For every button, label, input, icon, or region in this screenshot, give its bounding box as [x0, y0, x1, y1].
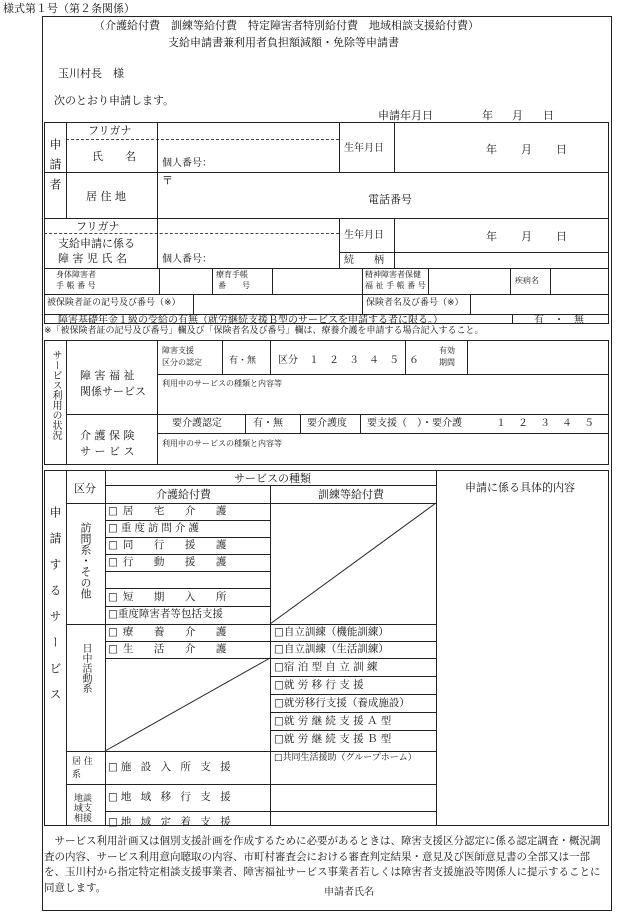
usage-section-label: サービス利用の状況	[50, 350, 61, 440]
form-number: 様式第１号（第２条関係）	[3, 2, 135, 15]
consent-text: サービス利用計画又は個別支援計画を作成するために必要があるときは、障害支援区分認定に係る認定調査・概況調査の内容、サービス利用意向聴取の内容、市町村審査会における審査判定結果・意見及び医師意見書の全部又は一部を、玉川村から指定特定相談支援事業者、障害福祉サービス事業者若しくは障害者支援施設等関係人に提示することに同意します。	[44, 835, 601, 894]
care-item-facility[interactable]: □施 設 入 所 支 援	[108, 761, 234, 773]
valid-period-label-1: 有効	[439, 346, 455, 355]
care-level-1: １	[496, 418, 506, 429]
consult-category-1: 地談	[74, 794, 93, 804]
child-birth-year: 年	[486, 230, 497, 243]
insurance-card-label: 被保険者証の記号及び番号（※）	[47, 298, 181, 308]
area-level-2: ２	[329, 355, 339, 366]
applicant-address-label: 居 住 地	[86, 190, 126, 203]
application-date-label: 申請年月日	[378, 109, 433, 122]
area-level-3: ３	[349, 355, 359, 366]
service-types-header: サービスの種類	[234, 472, 311, 485]
care-benefit-header: 介護給付費	[156, 488, 211, 501]
training-item-function[interactable]: □自立訓練（機能訓練）	[274, 626, 389, 638]
care-label-2: サ ー ビ ス	[80, 445, 135, 458]
child-birth-label: 生年月日	[344, 230, 384, 241]
physical-cert-label-2: 手 帳 番 号	[56, 281, 96, 290]
consult-category-2: 域支	[74, 804, 93, 814]
care-degree-label: 要介護度	[307, 418, 347, 429]
physical-cert-label-1: 身体障害者	[56, 270, 96, 279]
application-date-year: 年	[482, 109, 493, 122]
care-level-3: ３	[540, 418, 550, 429]
services-section-label: 申請するサービス	[48, 506, 62, 714]
application-date-month: 月	[512, 109, 523, 122]
area-label-1: 障害支援	[162, 346, 194, 355]
addressee: 玉川村長 様	[58, 67, 124, 80]
applicant-birth-day: 日	[556, 143, 567, 156]
area-level-1: １	[309, 355, 319, 366]
training-item-work-a[interactable]: □就 労 継 続 支 援 Ａ 型	[274, 715, 392, 727]
mental-cert-label-1: 精神障害者保健	[365, 270, 421, 279]
care-item-short-stay[interactable]: □短 期 入 所	[108, 591, 232, 603]
training-item-work-transition[interactable]: □就 労 移 行 支 援	[274, 679, 364, 691]
care-level-2: ２	[518, 418, 528, 429]
care-item-severe-visit[interactable]: □重度訪問介護	[108, 522, 202, 534]
residence-category-2: 系	[72, 770, 82, 780]
child-personal-no-label: 個人番号：	[162, 254, 212, 265]
applicant-furigana-label: フリガナ	[88, 124, 132, 137]
child-name-label-1: 支給申請に係る	[58, 237, 135, 250]
area-label: 区分	[278, 355, 298, 366]
area-label-2: 区分の認定	[162, 358, 202, 367]
detail-header: 申請に係る具体的内容	[465, 481, 575, 494]
area-yes-no: 有・無	[229, 356, 257, 366]
care-item-home-care[interactable]: □居 宅 介 護	[108, 505, 232, 517]
care-item-comprehensive[interactable]: □重度障害者等包括支援	[108, 608, 223, 620]
residence-category-1: 居 住	[72, 757, 93, 767]
care-item-life[interactable]: □生 活 介 護	[108, 643, 232, 655]
day-category: 日中活動系	[80, 643, 91, 693]
training-item-lodging[interactable]: □宿 泊 型 自 立 訓 練	[274, 661, 378, 673]
postal-mark: 〒	[162, 174, 173, 187]
insurer-label: 保険者名及び番号（※）	[366, 298, 464, 308]
applicant-birth-year: 年	[486, 143, 497, 156]
area-level-5: ５	[389, 355, 399, 366]
child-birth-day: 日	[556, 230, 567, 243]
kubun-header: 区分	[74, 482, 96, 495]
care-level-5: ５	[584, 418, 594, 429]
form-title-line2: 支給申請書兼利用者負担額減額・免除等申請書	[168, 36, 399, 49]
disease-label: 疾病名	[515, 276, 539, 285]
applicant-section-label: 申請者	[48, 138, 62, 198]
welfare-using-label: 利用中のサービスの種類と内容等	[162, 379, 282, 388]
signature-label: 申請者氏名	[324, 887, 374, 898]
area-level-4: ４	[369, 355, 379, 366]
rehab-cert-label-1: 療育手帳	[216, 270, 248, 279]
applicant-birth-label: 生年月日	[344, 143, 384, 154]
care-item-accompany[interactable]: □同 行 援 護	[108, 539, 232, 551]
training-item-work-transition-training[interactable]: □就労移行支援（養成施設）	[274, 697, 410, 709]
welfare-label-2: 関係サービス	[80, 385, 146, 398]
care-label-1: 介 護 保 険	[80, 429, 135, 442]
mental-cert-label-2: 福 祉 手 帳 番 号	[365, 281, 426, 290]
care-level-4: ４	[562, 418, 572, 429]
application-date-day: 日	[543, 109, 554, 122]
rehab-cert-label-2: 番 号	[218, 281, 250, 290]
consult-category-3: 相援	[74, 814, 93, 824]
child-birth-month: 月	[521, 230, 532, 243]
welfare-label-1: 障 害 福 祉	[80, 369, 135, 382]
child-name-label-2: 障 害 児 氏 名	[58, 252, 127, 265]
child-furigana-label: フリガナ	[76, 220, 120, 233]
care-support-label: 要支援（ ）・要介護	[367, 418, 462, 429]
valid-period-label-2: 期間	[439, 358, 455, 367]
care-item-settlement[interactable]: □地 域 定 着 支 援	[108, 816, 234, 828]
training-item-group-home[interactable]: □共同生活援助（グループホーム）	[274, 753, 417, 763]
training-benefit-header: 訓練等給付費	[318, 488, 384, 501]
area-level-6: ６	[409, 355, 419, 366]
form-title-line1: （介護給付費 訓練等給付費 特定障害者特別給付費 地域相談支援給付費）	[94, 19, 479, 32]
training-item-life[interactable]: □自立訓練（生活訓練）	[274, 643, 389, 655]
insurance-note: ※「被保険者証の記号及び番号」欄及び「保険者名及び番号」欄は、療養介護を申請する場合記入すること。	[44, 326, 484, 336]
training-item-work-b[interactable]: □就 労 継 続 支 援 Ｂ 型	[274, 733, 392, 745]
care-yes-no: 有・無	[253, 418, 283, 429]
care-item-medical[interactable]: □療 養 介 護	[108, 626, 232, 638]
phone-label: 電話番号	[368, 193, 412, 206]
intro-text: 次のとおり申請します。	[54, 94, 175, 107]
child-relation-label: 続 柄	[344, 255, 384, 266]
applicant-birth-month: 月	[521, 143, 532, 156]
care-using-label: 利用中のサービスの種類と内容等	[162, 439, 282, 448]
pension-yes-no: 有 ・ 無	[534, 315, 584, 326]
care-item-transition[interactable]: □地 域 移 行 支 援	[108, 791, 234, 803]
applicant-personal-no-label: 個人番号：	[162, 158, 212, 169]
care-item-behavior[interactable]: □行 動 援 護	[108, 556, 232, 568]
pension-label: 障害基礎年金１級の受給の有無（就労継続支援Ｂ型のサービスを申請する者に限る。）	[58, 315, 443, 326]
visit-category: 訪問系・その他	[79, 522, 92, 599]
care-cert-label: 要介護認定	[172, 418, 222, 429]
applicant-name-label: 氏 名	[92, 150, 136, 163]
